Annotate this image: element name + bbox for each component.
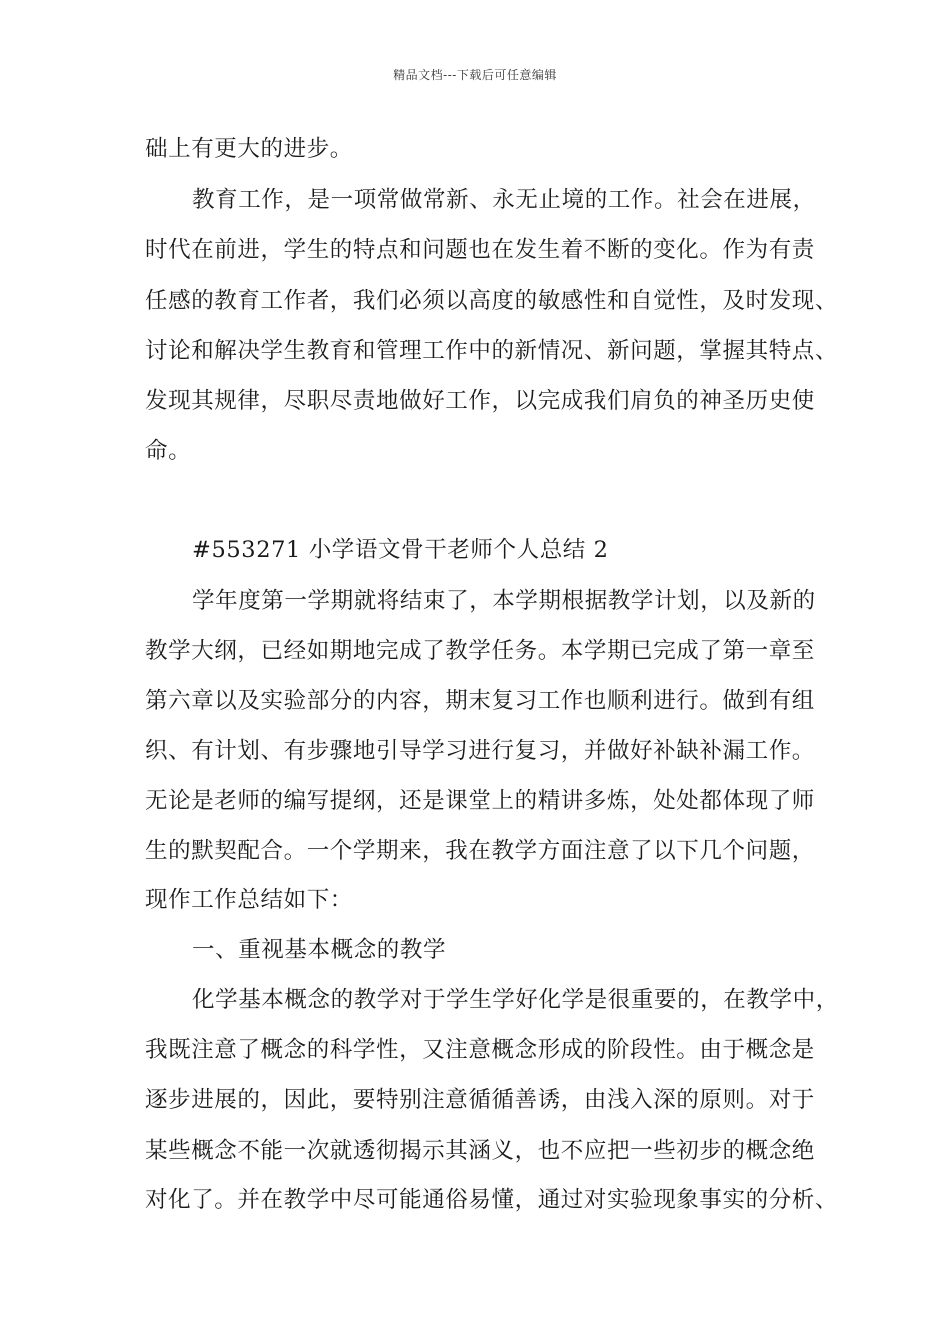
- paragraph-line: 对化了。并在教学中尽可能通俗易懂，通过对实验现象事实的分析、: [145, 1187, 839, 1213]
- subsection-heading: 一、重视基本概念的教学: [192, 937, 447, 963]
- paragraph-line: 逐步进展的，因此，要特别注意循循善诱，由浅入深的原则。对于: [145, 1087, 815, 1113]
- paragraph-line: 命。: [145, 438, 192, 464]
- paragraph-line: 现作工作总结如下：: [145, 887, 353, 913]
- paragraph-line: 某些概念不能一次就透彻揭示其涵义，也不应把一些初步的概念绝: [145, 1138, 815, 1164]
- paragraph-line: 我既注意了概念的科学性，又注意概念形成的阶段性。由于概念是: [145, 1037, 815, 1063]
- paragraph-line: 学年度第一学期就将结束了，本学期根据教学计划，以及新的: [192, 588, 816, 614]
- page-header: 精品文档---下载后可任意编辑: [393, 68, 557, 82]
- paragraph-line: 化学基本概念的教学对于学生学好化学是很重要的，在教学中，: [192, 987, 839, 1013]
- paragraph-line: 无论是老师的编写提纲，还是课堂上的精讲多炼，处处都体现了师: [145, 788, 815, 814]
- paragraph-line: 教育工作，是一项常做常新、永无止境的工作。社会在进展，: [192, 187, 816, 213]
- paragraph-line: 织、有计划、有步骤地引导学习进行复习，并做好补缺补漏工作。: [145, 738, 815, 764]
- paragraph-line: 时代在前进，学生的特点和问题也在发生着不断的变化。作为有责: [145, 237, 815, 263]
- paragraph-line: 础上有更大的进步。: [145, 136, 353, 162]
- paragraph-line: 生的默契配合。一个学期来，我在教学方面注意了以下几个问题，: [145, 838, 815, 864]
- paragraph-line: 讨论和解决学生教育和管理工作中的新情况、新问题，掌握其特点、: [145, 338, 839, 364]
- section-title: #553271 小学语文骨干老师个人总结 2: [192, 537, 609, 563]
- paragraph-line: 教学大纲，已经如期地完成了教学任务。本学期已完成了第一章至: [145, 638, 815, 664]
- paragraph-line: 任感的教育工作者，我们必须以高度的敏感性和自觉性，及时发现、: [145, 288, 839, 314]
- paragraph-line: 第六章以及实验部分的内容，期末复习工作也顺利进行。做到有组: [145, 688, 815, 714]
- paragraph-line: 发现其规律，尽职尽责地做好工作，以完成我们肩负的神圣历史使: [145, 388, 815, 414]
